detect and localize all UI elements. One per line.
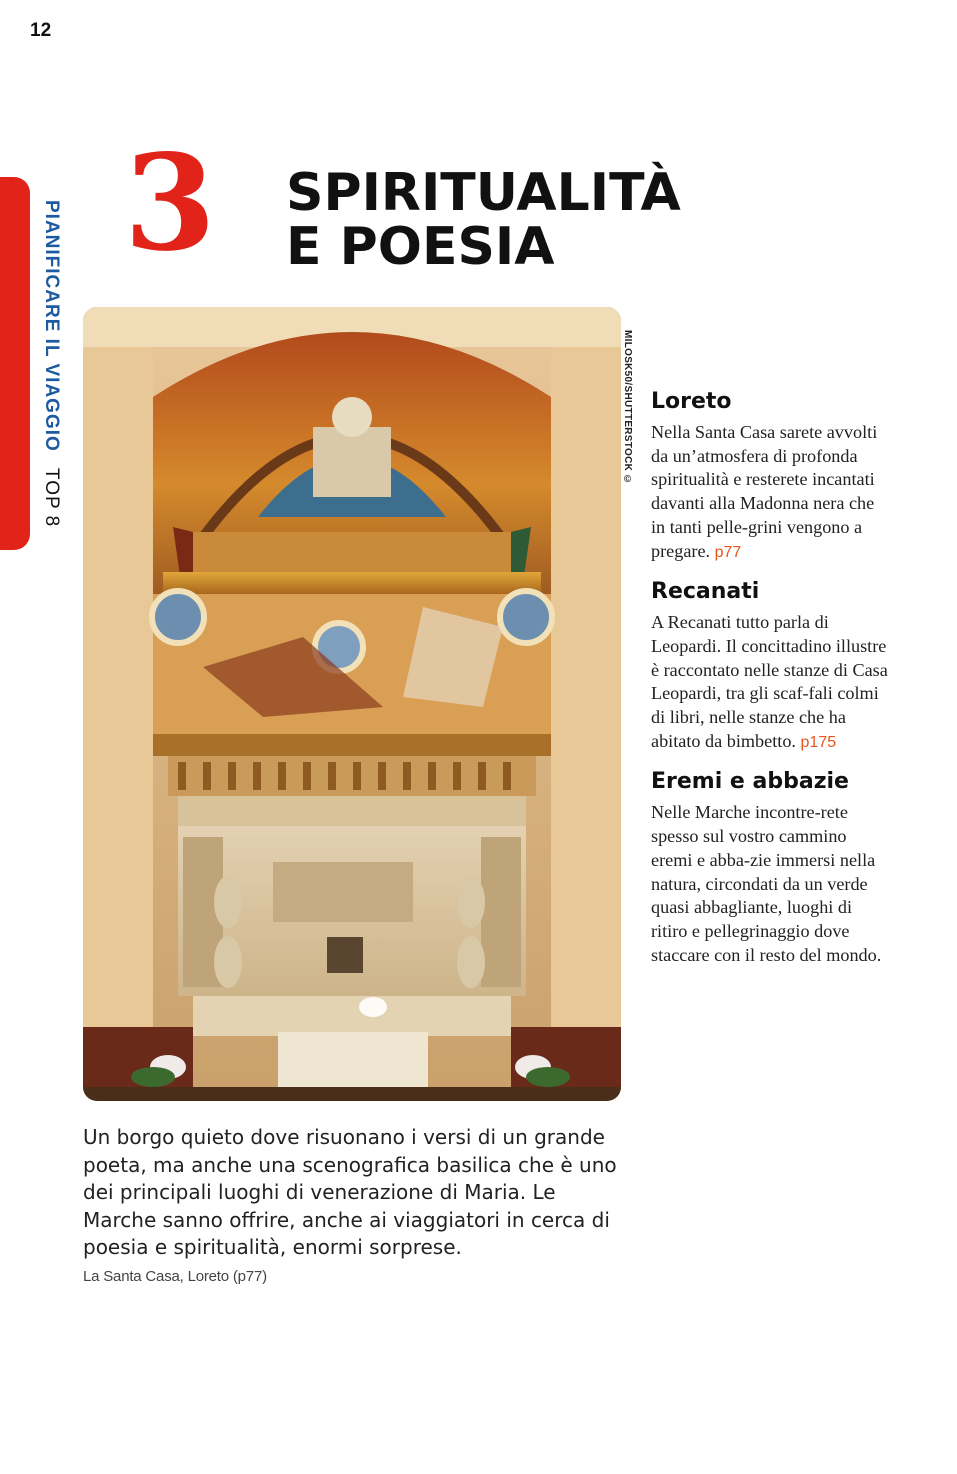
section-title <box>286 163 681 277</box>
entries-column <box>651 388 891 981</box>
chapter-label-bold: PIANIFICARE IL VIAGGIO <box>41 200 62 452</box>
chapter-label <box>40 200 62 527</box>
chapter-tab <box>0 177 30 550</box>
page-reference: p77 <box>714 543 742 561</box>
intro-paragraph: Un borgo quieto dove risuonano i versi di un grande poeta, ma anche una scenografica basilica che è uno dei principali luoghi di venerazione di Maria. Le Marche sanno offrire, anche ai viaggiatori in cerca di poesia e spiritualità, enormi sorprese. <box>83 1125 617 1259</box>
entry-text <box>651 611 891 754</box>
entry-recanati <box>651 578 891 754</box>
page-reference: p175 <box>800 733 837 751</box>
entry-eremi-abbazie <box>651 768 891 967</box>
entry-body: A Recanati tutto parla di Leopardi. Il concittadino illustre è raccontato nelle stanze di Casa Leopardi, tra gli scaf-fali colmi di libri, nelle stanze che ha abitato da bimbetto. <box>651 612 888 751</box>
entry-text <box>651 801 891 967</box>
entry-body: Nelle Marche incontre-rete spesso sul vostro cammino eremi e abba-zie immersi nella natura, circondati da un verde quasi abbagliante, luoghi di ritiro e pellegrinaggio dove staccare con il resto del mondo. <box>651 802 882 965</box>
section-title-line1: SPIRITUALITÀ <box>286 163 681 223</box>
entry-title: Eremi e abbazie <box>651 769 849 795</box>
entry-loreto <box>651 388 891 564</box>
section-number: 3 <box>124 126 216 281</box>
basilica-photo <box>83 307 621 1101</box>
page-number: 12 <box>30 20 52 41</box>
photo-caption: La Santa Casa, Loreto (p77) <box>83 1268 267 1285</box>
entry-text <box>651 421 891 564</box>
entry-title: Loreto <box>651 389 732 414</box>
photo-credit: MILOSK50/SHUTTERSTOCK © <box>622 330 633 486</box>
entry-title: Recanati <box>651 579 760 605</box>
entry-body: Nella Santa Casa sarete avvolti da un’atmosfera di profonda spiritualità e resterete incantati davanti alla Madonna nera che in tanti pelle-grini vengono a pregare. <box>651 422 878 561</box>
section-title-line2: E POESIA <box>286 217 555 277</box>
chapter-label-light: TOP 8 <box>41 468 62 528</box>
